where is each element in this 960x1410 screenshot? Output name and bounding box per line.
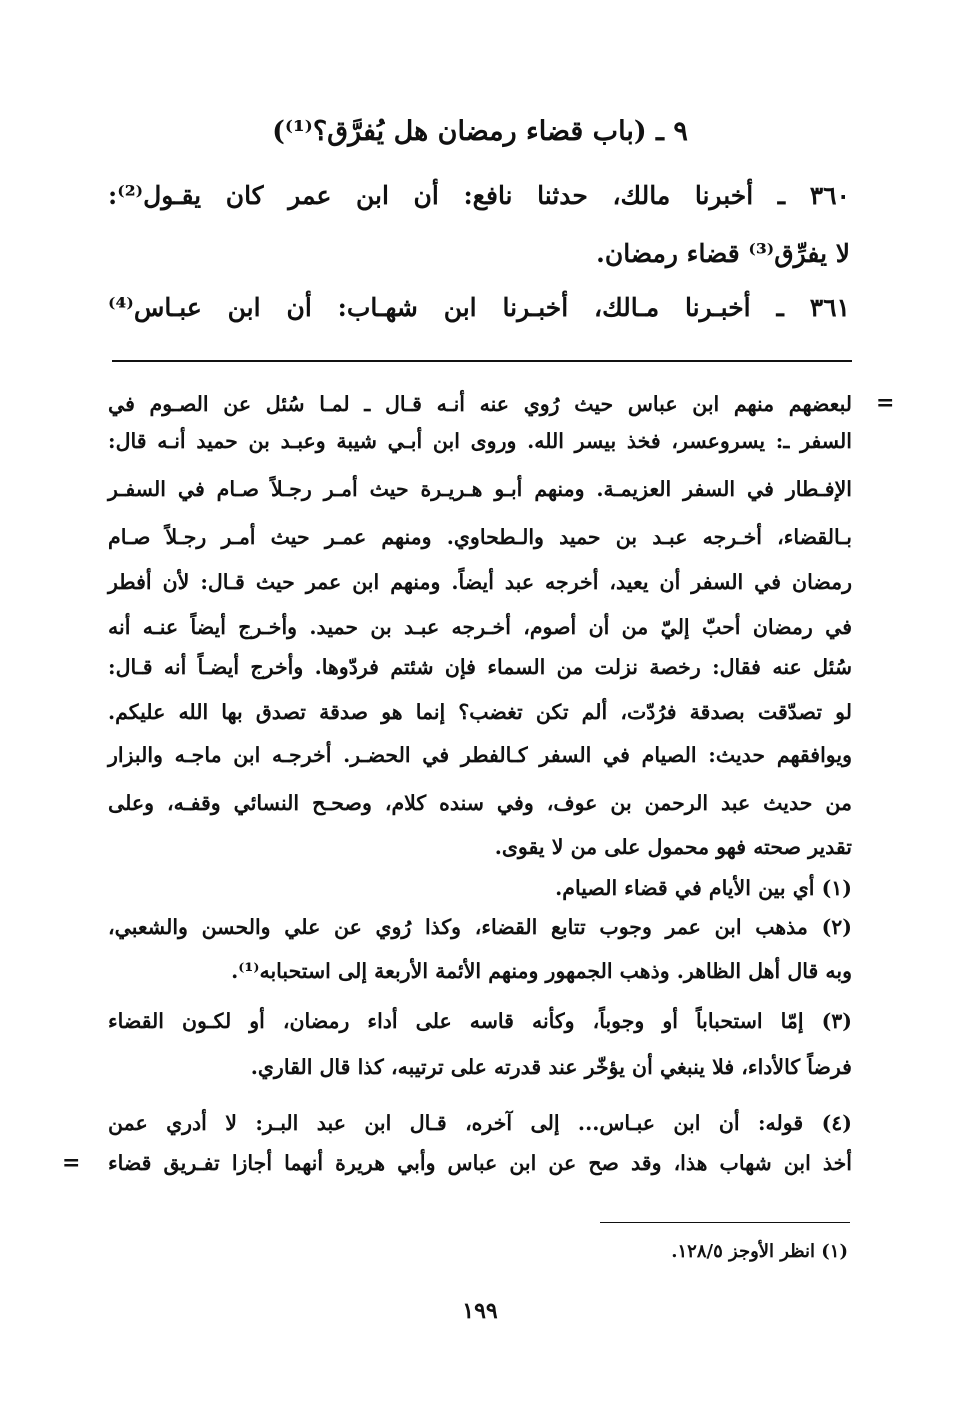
sub-footnote-divider (600, 1222, 850, 1223)
footnote-4-text: (٤) قوله: أن ابن عبـاس... إلى آخره، قـال ابن عبد البـر: لا أدري عمن (108, 1111, 852, 1135)
footnote-divider (112, 360, 852, 362)
hadith-line-3: ٣٦١ ـ أخبـرنا مـالك، أخبـرنا ابن شهـاب: أن ابن عبـاس⁽⁴⁾ (108, 293, 850, 322)
footnote-4-continued: أخذ ابن شهاب هذا، وقد صح عن ابن عباس وأبي هريرة أنهما أجازا تفـريق قضاء (108, 1151, 852, 1175)
footnote-2-continued: وبه قال أهل الظاهر. وذهب الجمهور ومنهم الأئمة الأربعة إلى استحبابه⁽¹⁾. (231, 959, 852, 983)
footnote-3-continued: فرضاً كالأداء، فلا ينبغي أن يؤخّر عند قدرته على ترتيبه، كذا قال القاري. (250, 1055, 852, 1079)
footnote-line-8: لو تصدّقت بصدقة فرُدّت، ألم تكن تغضب؟ إنما هو صدقة تصدق بها الله عليكم. (108, 700, 852, 724)
section-heading: ٩ ـ (باب قضاء رمضان هل يُفرَّق؟⁽¹⁾) (272, 116, 688, 147)
continuation-mark-bottom: = (62, 1150, 81, 1176)
footnote-3-text: (٣) إمّا استحباباً أو وجوباً، وكأنه قاسه على أداء رمضان، أو لكـون القضاء (108, 1009, 852, 1033)
footnote-line-1: لبعضهم منهم ابن عباس حيث رُوي عنه أنـه قـال ـ لمـا سُئل عن الصـوم في (108, 392, 852, 416)
footnote-line-5: رمضان في السفر أن يعيد، أخرجه عبد أيضاً. ومنهم ابن عمر حيث قـال: لأن أفطر (108, 570, 852, 594)
hadith-line-1: ٣٦٠ ـ أخبرنا مالك، حدثنا نافع: أن ابن عمر كان يقـول⁽²⁾: (108, 181, 850, 210)
footnote-line-11: تقدير صحته فهو محمول على من لا يقوى. (494, 835, 852, 859)
footnote-line-6: في رمضان أحبّ إليّ من أن أصوم، أخـرجه عبـد بن حميد. وأخـرج أيضاً عنـه أنه (108, 615, 852, 639)
footnote-line-4: بـالقضاء، أخـرجه عبـد بن حميد والـطحاوي. ومنهم عمـر حيث أمـر رجـلاً صـام (108, 525, 852, 549)
footnote-1-text: (١) أي بين الأيام في قضاء الصيام. (555, 876, 852, 900)
footnote-line-3: الإفـطار في السفر العزيمـة. ومنهم أبـو هـريـرة حيث أمـر رجـلاً صـام في السفـر (108, 477, 852, 501)
footnote-2-text: (٢) مذهب ابن عمر وجوب تتابع القضاء، وكذا رُوي عن علي والحسن والشعبي، (108, 915, 852, 939)
hadith-line-2: لا يفرِّق⁽³⁾ قضاء رمضان. (596, 239, 850, 268)
footnote-line-7: سُئل عنه فقال: رخصة نزلت من السماء فإن شئتم فردّوها. وأخرج أيضـاً أنه قـال: (108, 655, 852, 679)
continuation-mark-top: = (876, 390, 895, 416)
footnote-line-2: السفر ـ: يسروعسر، فخذ بيسر الله. وروى ابن أبـي شيبة وعبـد بن حميد أنـه قال: (108, 429, 852, 453)
footnote-line-9: ويوافقهم حديث: الصيام في السفر كـالفطر في الحضـر. أخرجـه ابن ماجـه والبزار (108, 743, 852, 767)
sub-footnote: (١) انظر الأوجز ١٢٨/٥. (671, 1241, 848, 1262)
page-number: ١٩٩ (462, 1298, 498, 1324)
footnote-line-10: من حديث عبد الرحمن بن عوف، وفي سنده كلام، وصحـح النسائي وقفـه، وعلى (108, 791, 852, 815)
